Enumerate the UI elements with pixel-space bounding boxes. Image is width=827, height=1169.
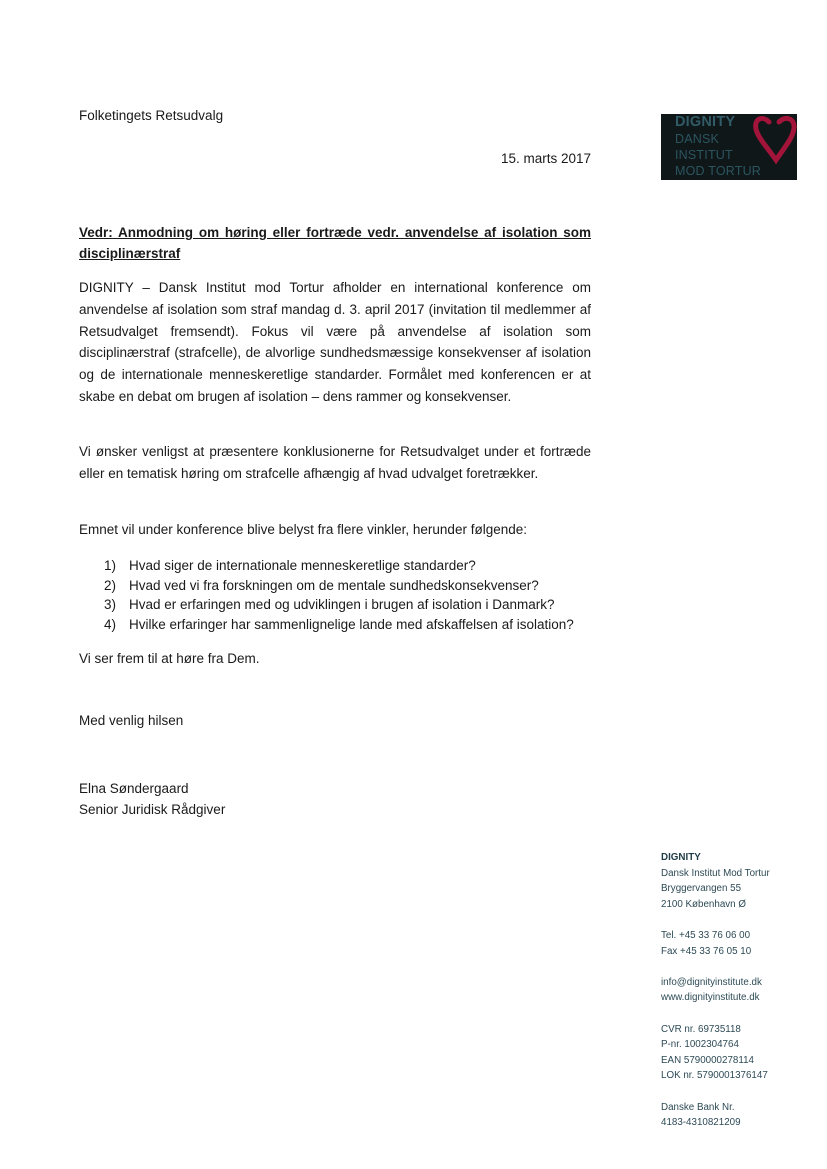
signature-block	[79, 778, 225, 820]
contact-email[interactable]: info@dignityinstitute.dk	[661, 976, 762, 988]
signer-name: Elna Søndergaard	[79, 781, 189, 796]
contact-bank: Danske Bank Nr.	[661, 1101, 735, 1113]
contact-ean: EAN 5790000278114	[661, 1054, 754, 1066]
paragraph-intro: DIGNITY – Dansk Institut mod Tortur afholder en international konference om anvendelse af isolation som straf mandag d. 3. april 2017 (invitation til medlemmer af Retsudvalget fremsendt). Fokus vil være på anvendelse af isolation som disciplinærstraf (strafcelle), de alvorlige sundhedsmæssige konsekvenser af isolation og de internationale menneskeretlige standarder. Formålet med konferencen er at skabe en debat om brugen af isolation – dens rammer og konsekvenser.	[79, 280, 591, 404]
list-item	[104, 595, 604, 615]
list-number: 4)	[104, 617, 117, 633]
recipient: Folketingets Retsudvalg	[79, 108, 224, 123]
letter-subject: Vedr: Anmodning om høring eller fortræde vedr. anvendelse af isolation som disciplinærstraf	[79, 225, 591, 261]
logo-line-1: DANSK	[675, 132, 720, 146]
heart-icon	[753, 114, 797, 164]
contact-web[interactable]: www.dignityinstitute.dk	[661, 992, 760, 1004]
paragraph-topics: Emnet vil under konference blive belyst fra flere vinkler, herunder følgende:	[79, 522, 527, 537]
list-text: Hvad er erfaringen med og udviklingen i brugen af isolation i Danmark?	[129, 597, 555, 613]
list-number: 1)	[104, 558, 117, 573]
signer-title: Senior Juridisk Rådgiver	[79, 802, 226, 817]
list-item	[104, 615, 604, 635]
contact-street: Bryggervangen 55	[661, 883, 742, 895]
contact-block	[661, 850, 821, 1131]
contact-account: 4183-4310821209	[661, 1117, 741, 1129]
paragraph-request: Vi ønsker venligst at præsentere konklusionerne for Retsudvalget under et fortræde eller en tematisk høring om strafcelle afhængig af hvad udvalget foretrækker.	[79, 444, 591, 481]
contact-cvr: CVR nr. 69735118	[661, 1023, 741, 1035]
contact-name: Dansk Institut Mod Tortur	[661, 867, 770, 879]
logo-line-2: INSTITUT	[675, 148, 733, 162]
list-item	[104, 576, 604, 596]
list-number: 2)	[104, 577, 117, 593]
letter-date: 15. marts 2017	[500, 151, 591, 166]
logo-line-3: MOD TORTUR	[675, 164, 762, 178]
contact-org: DIGNITY	[661, 852, 701, 863]
list-text: Hvad ved vi fra forskningen om de mentale sundhedskonsekvenser?	[129, 577, 539, 593]
list-text: Hvad siger de internationale menneskeretlige standarder?	[129, 558, 476, 573]
list-text: Hvilke erfaringer har sammenlignelige lande med afskaffelsen af isolation?	[129, 617, 574, 633]
dignity-logo	[661, 114, 797, 180]
list-number: 3)	[104, 597, 117, 613]
contact-lok: LOK nr. 5790001376147	[661, 1070, 768, 1082]
contact-pnr: P-nr. 1002304764	[661, 1039, 739, 1051]
list-item	[104, 556, 604, 576]
contact-fax: Fax +45 33 76 05 10	[661, 945, 752, 957]
question-list	[104, 556, 604, 635]
greeting: Med venlig hilsen	[79, 713, 184, 728]
contact-city: 2100 København Ø	[661, 898, 746, 910]
closing-line: Vi ser frem til at høre fra Dem.	[79, 651, 260, 666]
contact-tel: Tel. +45 33 76 06 00	[661, 929, 751, 941]
logo-title: DIGNITY	[675, 114, 736, 130]
